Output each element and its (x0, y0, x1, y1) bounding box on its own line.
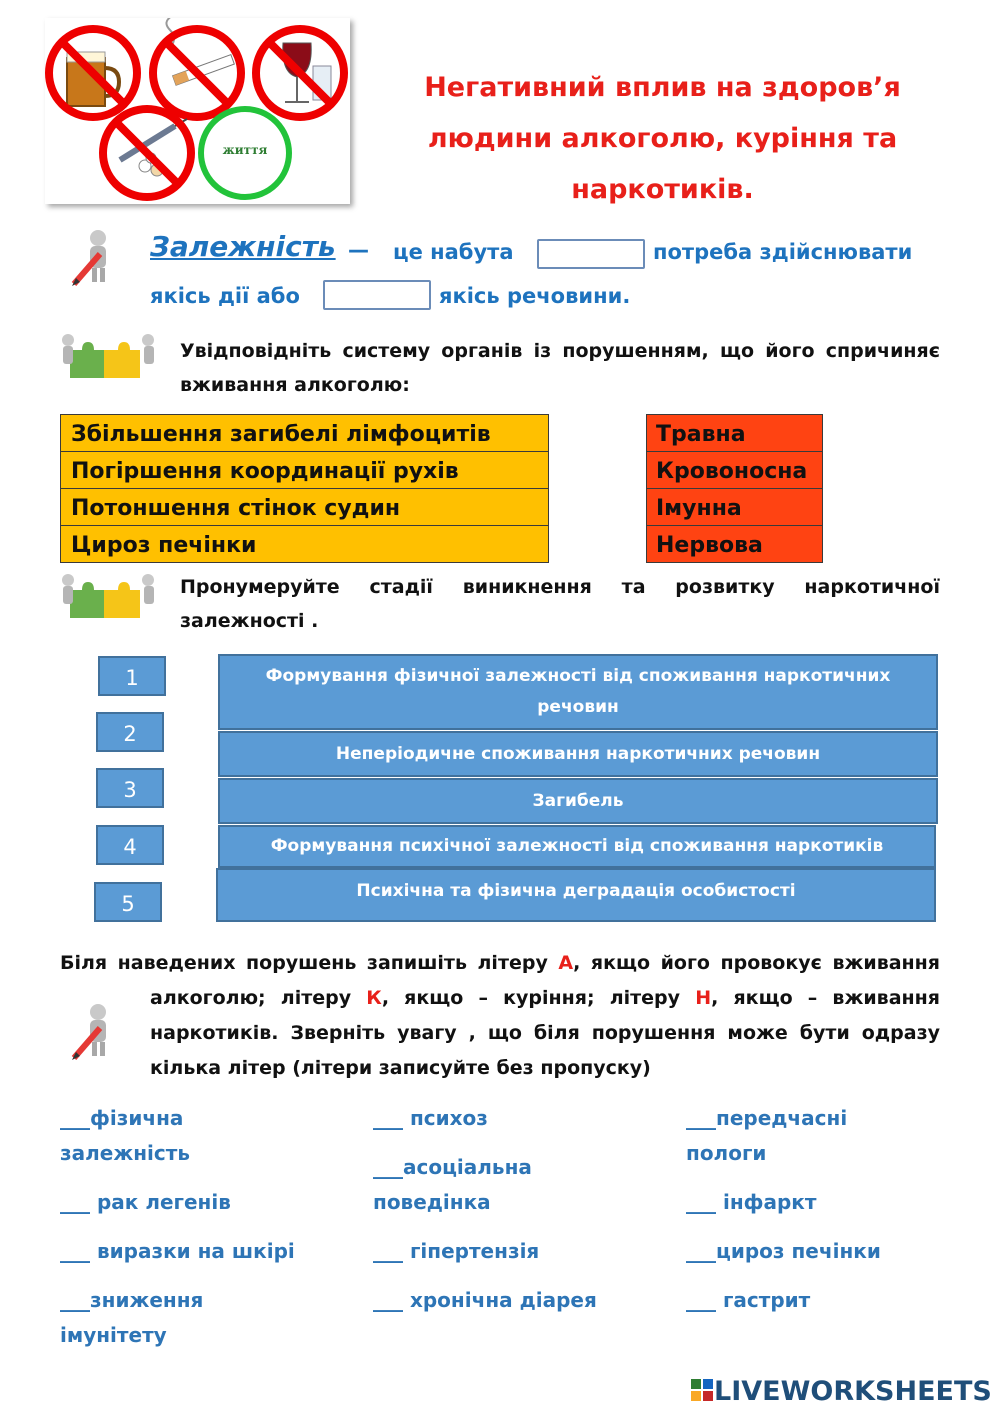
life-label: життя (222, 143, 268, 157)
task3-text: , якщо його провокує вживання алкоголю; літеру (150, 952, 940, 1009)
pencil-figure-icon (70, 228, 120, 288)
symptom-item[interactable]: Цироз печінки (60, 525, 549, 563)
definition-text-4: якісь речовини. (439, 284, 631, 308)
puzzle-figures-icon (60, 570, 160, 630)
page-title: Негативний вплив на здоров’я людини алкоголю, куріння та наркотиків. (424, 72, 901, 205)
organ-system-item[interactable]: Травна (646, 414, 823, 451)
disorder-item[interactable]: ___передчасні пологи (686, 1106, 848, 1165)
prohibition-signs-icon (45, 18, 350, 204)
definition-text-3: якісь дії або (150, 284, 300, 308)
task3-instruction-line1 (60, 946, 940, 1086)
stage-box[interactable]: Формування фізичної залежності від споживання наркотичних речовин (218, 654, 938, 730)
disorder-item[interactable]: ___ гастрит (686, 1288, 811, 1312)
disorder-item[interactable]: ___ інфаркт (686, 1190, 817, 1214)
stage-box[interactable]: Неперіодичне споживання наркотичних речовин (218, 731, 938, 777)
organ-system-item[interactable]: Кровоносна (646, 451, 823, 488)
symptom-item[interactable]: Потоншення стінок судин (60, 488, 549, 525)
stage-number[interactable]: 3 (96, 768, 164, 808)
disorder-item[interactable]: ___ гіпертензія (373, 1239, 540, 1263)
task1-instruction: Увідповідніть систему органів із порушенням, що його спричиняє вживання алкоголю: (180, 340, 940, 396)
disorder-item[interactable]: ___ психоз (373, 1106, 488, 1130)
header-image (45, 18, 350, 204)
symptom-item[interactable]: Погіршення координації рухів (60, 451, 549, 488)
disorder-item[interactable]: ___ рак легенів (60, 1190, 231, 1214)
disorder-item[interactable]: ___цироз печінки (686, 1239, 881, 1263)
definition-dash: — (348, 238, 369, 262)
symptom-item[interactable]: Збільшення загибелі лімфоцитів (60, 414, 549, 451)
disorder-item[interactable]: ___зниження імунітету (60, 1288, 204, 1347)
organ-system-item[interactable]: Імунна (646, 488, 823, 525)
blank-input-2[interactable] (323, 280, 431, 310)
stage-box[interactable]: Формування психічної залежності від споживання наркотиків (218, 825, 936, 868)
disorder-item[interactable]: ___асоціальна поведінка (373, 1155, 532, 1214)
stage-number[interactable]: 5 (94, 882, 162, 922)
stage-number[interactable]: 2 (96, 712, 164, 752)
letter-a: А (558, 952, 574, 974)
letter-n: Н (695, 987, 712, 1009)
task3-text: , якщо – вживання наркотиків. Зверніть увагу , що біля порушення може бути одразу кілька літер (літери записуйте без пропуску) (150, 987, 940, 1079)
task2-instruction: Пронумеруйте стадії виникнення та розвитку наркотичної залежності . (180, 576, 940, 632)
stage-box[interactable]: Загибель (218, 778, 938, 824)
disorder-item[interactable]: ___ хронічна діарея (373, 1288, 597, 1312)
letter-k: К (366, 987, 382, 1009)
blank-input-1[interactable] (537, 239, 645, 269)
organ-system-item[interactable]: Нервова (646, 525, 823, 563)
logo-text: LIVEWORKSHEETS (714, 1375, 992, 1407)
pencil-figure-icon (70, 1002, 120, 1062)
symptoms-column (60, 414, 549, 563)
definition-term: Залежність (150, 230, 336, 263)
definition-text-1: це набута (393, 240, 514, 264)
stage-box[interactable]: Психічна та фізична деградація особистості (216, 868, 936, 922)
stage-number[interactable]: 4 (96, 825, 164, 865)
logo-icon (690, 1377, 714, 1405)
task3-text: Біля наведених порушень запишіть літеру (60, 952, 548, 974)
puzzle-figures-icon (60, 330, 160, 390)
liveworksheets-logo (690, 1374, 992, 1408)
definition-text-2: потреба здійснювати (653, 240, 913, 264)
disorder-item[interactable]: ___фізична залежність (60, 1106, 190, 1165)
task3-text: , якщо – куріння; літеру (381, 987, 681, 1009)
disorder-item[interactable]: ___ виразки на шкірі (60, 1239, 295, 1263)
stage-number[interactable]: 1 (98, 656, 166, 696)
organ-systems-column (646, 414, 823, 563)
